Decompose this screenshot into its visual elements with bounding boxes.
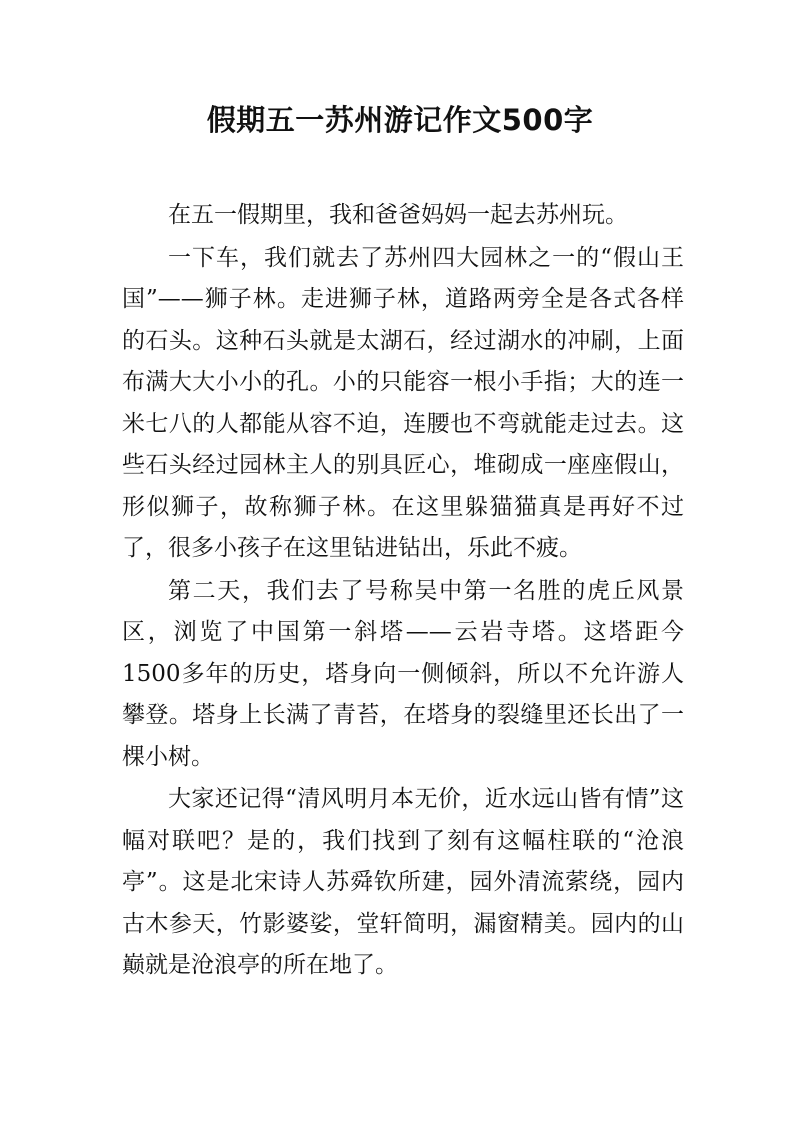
paragraph-3: 第二天，我们去了号称吴中第一名胜的虎丘风景区，浏览了中国第一斜塔——云岩寺塔。这塔距今1500多年的历史，塔身向一侧倾斜，所以不允许游人攀登。塔身上长满了青苔，在塔身的裂缝里还长出了一棵小树。 [122,577,684,770]
paragraph-4: 大家还记得“清风明月本无价，近水远山皆有情”这幅对联吧？是的，我们找到了刻有这幅柱联的“沧浪亭”。这是北宋诗人苏舜钦所建，园外清流萦绕，园内古木参天，竹影婆娑，堂轩简明，漏窗精美。园内的山巅就是沧浪亭的所在地了。 [122,786,684,978]
paragraph-1: 在五一假期里，我和爸爸妈妈一起去苏州玩。 [168,202,628,228]
paragraph-2: 一下车，我们就去了苏州四大园林之一的“假山王国”——狮子林。走进狮子林，道路两旁全是各式各样的石头。这种石头就是太湖石，经过湖水的冲刷，上面布满大大小小的孔。小的只能容一根小手指；大的连一米七八的人都能从容不迫，连腰也不弯就能走过去。这些石头经过园林主人的别具匠心，堆砌成一座座假山，形似狮子，故称狮子林。在这里躲猫猫真是再好不过了，很多小孩子在这里钻进钻出，乐此不疲。 [122,244,684,561]
document-title: 假期五一苏州游记作文500字 [206,103,594,137]
document-body [122,195,684,988]
